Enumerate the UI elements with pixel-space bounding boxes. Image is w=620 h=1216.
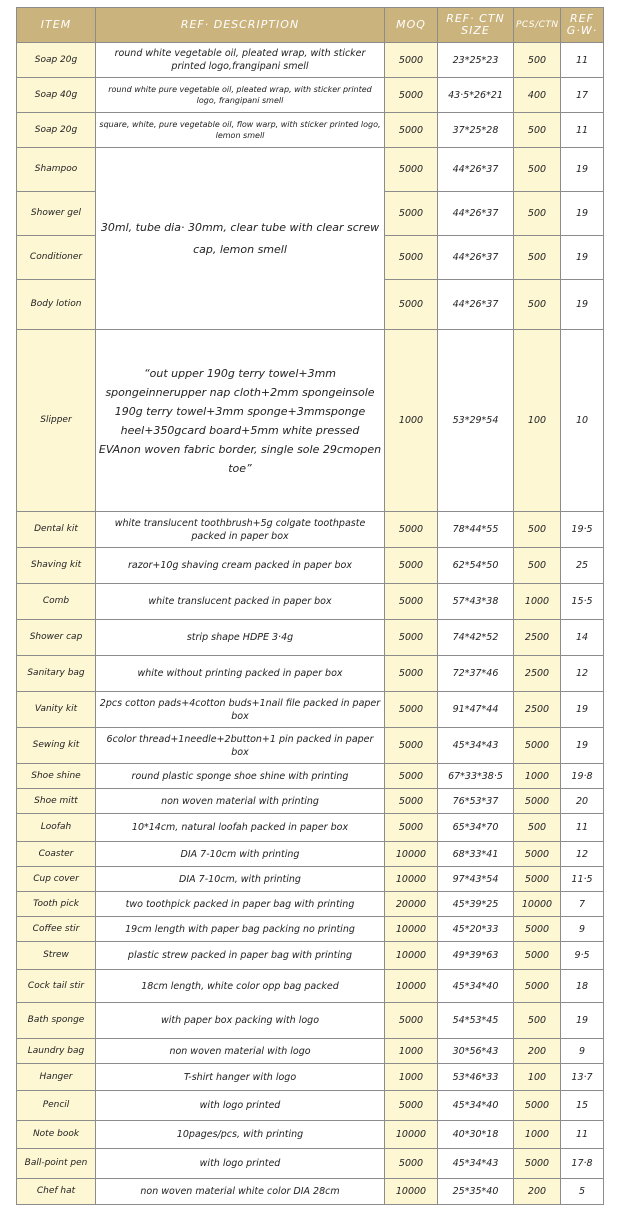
header-item: ITEM [17,8,96,43]
moq-cell: 5000 [385,692,438,728]
table-row [17,917,604,942]
moq-cell: 5000 [385,764,438,789]
pcs-ctn-cell: 500 [514,43,561,78]
product-spec-table [16,7,604,1205]
item-cell: Shaving kit [17,548,96,584]
ctn-size-cell: 44*26*37 [438,148,514,192]
description-cell: white translucent packed in paper box [96,584,385,620]
pcs-ctn-cell: 5000 [514,789,561,814]
pcs-ctn-cell: 500 [514,280,561,330]
pcs-ctn-cell: 10000 [514,892,561,917]
item-cell: Coffee stir [17,917,96,942]
item-cell: Shoe mitt [17,789,96,814]
gw-cell: 9 [561,1039,604,1064]
pcs-ctn-cell: 1000 [514,764,561,789]
ctn-size-cell: 44*26*37 [438,280,514,330]
table-row [17,1039,604,1064]
moq-cell: 5000 [385,78,438,113]
pcs-ctn-cell: 500 [514,548,561,584]
table-row [17,867,604,892]
table-row [17,892,604,917]
moq-cell: 5000 [385,148,438,192]
moq-cell: 10000 [385,867,438,892]
item-cell: Cup cover [17,867,96,892]
pcs-ctn-cell: 500 [514,113,561,148]
header-ctn-size: REF· CTN SIZE [438,8,514,43]
table-row [17,970,604,1003]
header-moq: MOQ [385,8,438,43]
gw-cell: 19 [561,236,604,280]
description-cell: white translucent toothbrush+5g colgate toothpaste packed in paper box [96,512,385,548]
gw-cell: 19 [561,728,604,764]
pcs-ctn-cell: 1000 [514,584,561,620]
pcs-ctn-cell: 5000 [514,728,561,764]
ctn-size-cell: 45*34*43 [438,728,514,764]
description-cell: “out upper 190g terry towel+3mm spongeinnerupper nap cloth+2mm spongeinsole 190g terry towel+3mm sponge+3mmsponge heel+350gcard board+5mm white pressed EVAnon woven fabric border, single sole 29cmopen toe” [96,330,385,512]
pcs-ctn-cell: 500 [514,1003,561,1039]
ctn-size-cell: 45*20*33 [438,917,514,942]
gw-cell: 17 [561,78,604,113]
moq-cell: 1000 [385,1039,438,1064]
table-row [17,1003,604,1039]
pcs-ctn-cell: 500 [514,512,561,548]
gw-cell: 12 [561,842,604,867]
table-row [17,148,604,192]
moq-cell: 10000 [385,842,438,867]
description-cell: razor+10g shaving cream packed in paper box [96,548,385,584]
item-cell: Body lotion [17,280,96,330]
pcs-ctn-cell: 5000 [514,917,561,942]
pcs-ctn-cell: 5000 [514,842,561,867]
item-cell: Strew [17,942,96,970]
ctn-size-cell: 54*53*45 [438,1003,514,1039]
ctn-size-cell: 97*43*54 [438,867,514,892]
pcs-ctn-cell: 2500 [514,692,561,728]
ctn-size-cell: 45*39*25 [438,892,514,917]
item-cell: Laundry bag [17,1039,96,1064]
moq-cell: 5000 [385,1003,438,1039]
item-cell: Shower gel [17,192,96,236]
gw-cell: 11 [561,814,604,842]
item-cell: Loofah [17,814,96,842]
pcs-ctn-cell: 5000 [514,1149,561,1179]
gw-cell: 19 [561,192,604,236]
ctn-size-cell: 53*29*54 [438,330,514,512]
pcs-ctn-cell: 2500 [514,620,561,656]
description-cell: 6color thread+1needle+2button+1 pin packed in paper box [96,728,385,764]
table-row [17,789,604,814]
table-row [17,764,604,789]
ctn-size-cell: 45*34*43 [438,1149,514,1179]
moq-cell: 5000 [385,236,438,280]
ctn-size-cell: 62*54*50 [438,548,514,584]
table-row [17,656,604,692]
item-cell: Vanity kit [17,692,96,728]
ctn-size-cell: 78*44*55 [438,512,514,548]
item-cell: Shower cap [17,620,96,656]
item-cell: Sewing kit [17,728,96,764]
table-row [17,584,604,620]
moq-cell: 10000 [385,1121,438,1149]
moq-cell: 5000 [385,43,438,78]
moq-cell: 5000 [385,1091,438,1121]
pcs-ctn-cell: 400 [514,78,561,113]
pcs-ctn-cell: 5000 [514,970,561,1003]
gw-cell: 14 [561,620,604,656]
description-cell: square, white, pure vegetable oil, flow warp, with sticker printed logo, lemon smell [96,113,385,148]
table-row [17,814,604,842]
item-cell: Sanitary bag [17,656,96,692]
pcs-ctn-cell: 500 [514,148,561,192]
moq-cell: 10000 [385,942,438,970]
description-cell: with paper box packing with logo [96,1003,385,1039]
item-cell: Soap 40g [17,78,96,113]
gw-cell: 11 [561,113,604,148]
gw-cell: 15·5 [561,584,604,620]
pcs-ctn-cell: 5000 [514,1091,561,1121]
moq-cell: 10000 [385,917,438,942]
item-cell: Shampoo [17,148,96,192]
item-cell: Soap 20g [17,113,96,148]
moq-cell: 5000 [385,656,438,692]
gw-cell: 9 [561,917,604,942]
gw-cell: 19·5 [561,512,604,548]
pcs-ctn-cell: 5000 [514,867,561,892]
description-cell: two toothpick packed in paper bag with printing [96,892,385,917]
ctn-size-cell: 68*33*41 [438,842,514,867]
description-cell: DIA 7-10cm, with printing [96,867,385,892]
ctn-size-cell: 30*56*43 [438,1039,514,1064]
pcs-ctn-cell: 500 [514,192,561,236]
item-cell: Conditioner [17,236,96,280]
gw-cell: 19 [561,1003,604,1039]
header-description: REF· DESCRIPTION [96,8,385,43]
description-cell: white without printing packed in paper box [96,656,385,692]
moq-cell: 5000 [385,789,438,814]
gw-cell: 19 [561,280,604,330]
item-cell: Hanger [17,1064,96,1091]
gw-cell: 19·8 [561,764,604,789]
gw-cell: 13·7 [561,1064,604,1091]
pcs-ctn-cell: 100 [514,1064,561,1091]
table-row [17,43,604,78]
pcs-ctn-cell: 200 [514,1039,561,1064]
table-row [17,842,604,867]
description-cell: 18cm length, white color opp bag packed [96,970,385,1003]
ctn-size-cell: 67*33*38·5 [438,764,514,789]
gw-cell: 19 [561,692,604,728]
moq-cell: 10000 [385,970,438,1003]
header-gw: REF G·W· [561,8,604,43]
table-row [17,1179,604,1205]
gw-cell: 18 [561,970,604,1003]
description-cell: strip shape HDPE 3·4g [96,620,385,656]
ctn-size-cell: 65*34*70 [438,814,514,842]
description-cell: 10*14cm, natural loofah packed in paper box [96,814,385,842]
gw-cell: 17·8 [561,1149,604,1179]
moq-cell: 5000 [385,620,438,656]
moq-cell: 5000 [385,814,438,842]
item-cell: Shoe shine [17,764,96,789]
gw-cell: 11·5 [561,867,604,892]
table-row [17,728,604,764]
ctn-size-cell: 44*26*37 [438,236,514,280]
item-cell: Chef hat [17,1179,96,1205]
ctn-size-cell: 49*39*63 [438,942,514,970]
header-row [17,8,604,43]
gw-cell: 11 [561,1121,604,1149]
item-cell: Slipper [17,330,96,512]
table-row [17,113,604,148]
ctn-size-cell: 57*43*38 [438,584,514,620]
gw-cell: 15 [561,1091,604,1121]
pcs-ctn-cell: 2500 [514,656,561,692]
description-cell: 19cm length with paper bag packing no printing [96,917,385,942]
gw-cell: 20 [561,789,604,814]
moq-cell: 1000 [385,330,438,512]
item-cell: Bath sponge [17,1003,96,1039]
description-cell: 30ml, tube dia· 30mm, clear tube with clear screw cap, lemon smell [96,148,385,330]
moq-cell: 5000 [385,512,438,548]
gw-cell: 10 [561,330,604,512]
ctn-size-cell: 91*47*44 [438,692,514,728]
table-row [17,78,604,113]
table-row [17,942,604,970]
item-cell: Ball-point pen [17,1149,96,1179]
gw-cell: 5 [561,1179,604,1205]
table-row [17,1091,604,1121]
gw-cell: 12 [561,656,604,692]
table-row [17,692,604,728]
description-cell: with logo printed [96,1091,385,1121]
item-cell: Cock tail stir [17,970,96,1003]
ctn-size-cell: 37*25*28 [438,113,514,148]
ctn-size-cell: 53*46*33 [438,1064,514,1091]
ctn-size-cell: 45*34*40 [438,970,514,1003]
ctn-size-cell: 43·5*26*21 [438,78,514,113]
moq-cell: 5000 [385,584,438,620]
pcs-ctn-cell: 500 [514,814,561,842]
description-cell: round plastic sponge shoe shine with printing [96,764,385,789]
table-row [17,1121,604,1149]
description-cell: plastic strew packed in paper bag with printing [96,942,385,970]
description-cell: non woven material with logo [96,1039,385,1064]
item-cell: Pencil [17,1091,96,1121]
description-cell: with logo printed [96,1149,385,1179]
table-row [17,512,604,548]
ctn-size-cell: 23*25*23 [438,43,514,78]
product-spec-sheet [16,7,603,1205]
moq-cell: 10000 [385,1179,438,1205]
moq-cell: 5000 [385,1149,438,1179]
ctn-size-cell: 74*42*52 [438,620,514,656]
description-cell: round white pure vegetable oil, pleated wrap, with sticker printed logo, frangipani smell [96,78,385,113]
ctn-size-cell: 72*37*46 [438,656,514,692]
description-cell: non woven material white color DIA 28cm [96,1179,385,1205]
table-row [17,548,604,584]
ctn-size-cell: 76*53*37 [438,789,514,814]
moq-cell: 5000 [385,192,438,236]
item-cell: Comb [17,584,96,620]
header-pcs-ctn: PCS/CTN [514,8,561,43]
item-cell: Coaster [17,842,96,867]
item-cell: Dental kit [17,512,96,548]
ctn-size-cell: 44*26*37 [438,192,514,236]
pcs-ctn-cell: 5000 [514,942,561,970]
description-cell: round white vegetable oil, pleated wrap, with sticker printed logo,frangipani smell [96,43,385,78]
ctn-size-cell: 45*34*40 [438,1091,514,1121]
moq-cell: 5000 [385,113,438,148]
moq-cell: 5000 [385,728,438,764]
table-row [17,620,604,656]
item-cell: Tooth pick [17,892,96,917]
gw-cell: 11 [561,43,604,78]
table-row [17,330,604,512]
gw-cell: 19 [561,148,604,192]
description-cell: 10pages/pcs, with printing [96,1121,385,1149]
description-cell: 2pcs cotton pads+4cotton buds+1nail file packed in paper box [96,692,385,728]
gw-cell: 7 [561,892,604,917]
pcs-ctn-cell: 500 [514,236,561,280]
description-cell: T-shirt hanger with logo [96,1064,385,1091]
table-row [17,1149,604,1179]
moq-cell: 1000 [385,1064,438,1091]
gw-cell: 9·5 [561,942,604,970]
item-cell: Note book [17,1121,96,1149]
description-cell: non woven material with printing [96,789,385,814]
pcs-ctn-cell: 100 [514,330,561,512]
item-cell: Soap 20g [17,43,96,78]
moq-cell: 20000 [385,892,438,917]
gw-cell: 25 [561,548,604,584]
ctn-size-cell: 25*35*40 [438,1179,514,1205]
table-row [17,1064,604,1091]
description-cell: DIA 7-10cm with printing [96,842,385,867]
moq-cell: 5000 [385,280,438,330]
moq-cell: 5000 [385,548,438,584]
pcs-ctn-cell: 200 [514,1179,561,1205]
ctn-size-cell: 40*30*18 [438,1121,514,1149]
pcs-ctn-cell: 1000 [514,1121,561,1149]
